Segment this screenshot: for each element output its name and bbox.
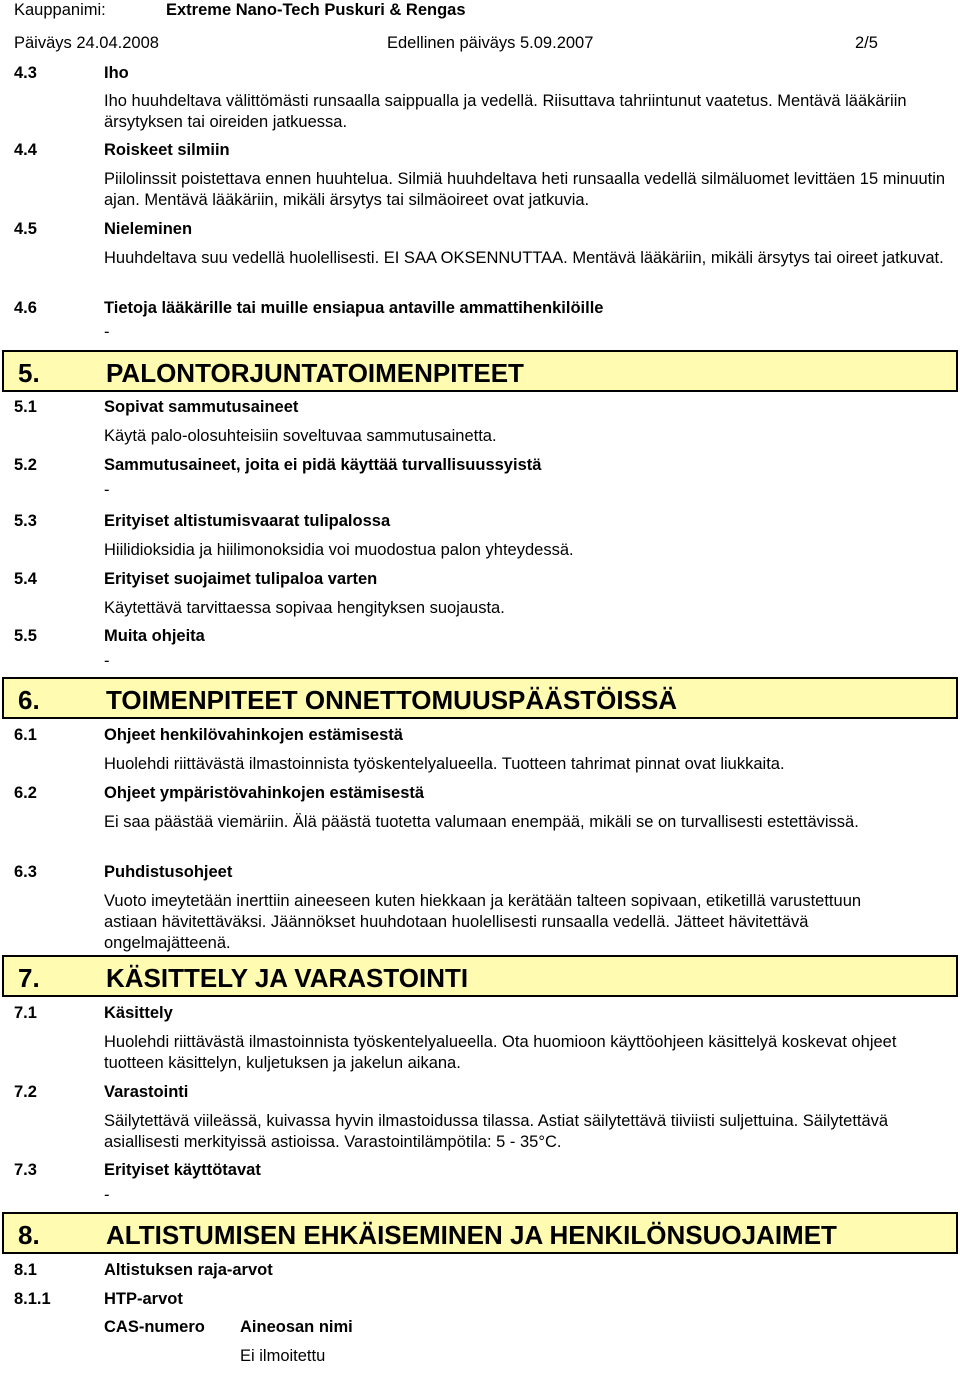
subsection-text: - xyxy=(104,481,110,499)
subsection-title: Sammutusaineet, joita ei pidä käyttää turvallisuussyistä xyxy=(104,456,542,474)
section-5-header xyxy=(2,350,958,392)
section-number: 8. xyxy=(18,1220,40,1250)
subsection-number: 7.2 xyxy=(14,1083,37,1101)
section-title: ALTISTUMISEN EHKÄISEMINEN JA HENKILÖNSUOJAIMET xyxy=(106,1220,837,1250)
section-8-header xyxy=(2,1212,958,1254)
subsection-text: Vuoto imeytetään inerttiin aineeseen kuten hiekkaan ja kerätään talteen sopivaan, etiketillä varustettuun astiaan hävitettäväksi. Jäännökset huuhdotaan huolellisesti runsaalla vedellä. Jätteet hävitettävä ongelmajätteenä. xyxy=(104,892,862,952)
subsection-title: Erityiset käyttötavat xyxy=(104,1161,261,1179)
subsection-text: Käytä palo-olosuhteisiin soveltuvaa sammutusainetta. xyxy=(104,427,497,445)
table-row xyxy=(104,1347,353,1376)
subsection-title: Altistuksen raja-arvot xyxy=(104,1261,273,1279)
column-header-name: Aineosan nimi xyxy=(240,1318,353,1336)
subsection-number: 5.1 xyxy=(14,398,37,416)
exposure-limits-table xyxy=(104,1318,353,1376)
product-label: Kauppanimi: xyxy=(14,1,106,19)
subsection-number: 8.1 xyxy=(14,1261,37,1279)
subsection-text: Huolehdi riittävästä ilmastoinnista työskentelyalueella. Ota huomioon käyttöohjeen käsittelyä koskevat ohjeet tuotteen käsittelyn, kuljetuksen ja jakelun aikana. xyxy=(104,1033,897,1072)
subsection-title: Varastointi xyxy=(104,1083,189,1101)
subsection-number: 8.1.1 xyxy=(14,1290,51,1308)
subsection-title: Iho xyxy=(104,64,129,82)
subsection-text: - xyxy=(104,652,110,670)
previous-date: Edellinen päiväys 5.09.2007 xyxy=(387,34,594,52)
section-number: 5. xyxy=(18,358,40,388)
table-cell: Ei ilmoitettu xyxy=(240,1347,326,1365)
product-name: Extreme Nano-Tech Puskuri & Rengas xyxy=(166,1,466,19)
subsection-text: Huolehdi riittävästä ilmastoinnista työskentelyalueella. Tuotteen tahrimat pinnat ovat liukkaita. xyxy=(104,755,785,773)
subsection-title: Muita ohjeita xyxy=(104,627,205,645)
table-cell xyxy=(104,1347,240,1376)
subsection-title: Tietoja lääkärille tai muille ensiapua antaville ammattihenkilöille xyxy=(104,299,604,317)
subsection-number: 7.1 xyxy=(14,1004,37,1022)
section-title: KÄSITTELY JA VARASTOINTI xyxy=(106,963,469,993)
subsection-text: Ei saa päästää viemäriin. Älä päästä tuotetta valumaan enempää, mikäli se on turvallisesti estettävissä. xyxy=(104,813,859,831)
subsection-title: Käsittely xyxy=(104,1004,173,1022)
subsection-title: Puhdistusohjeet xyxy=(104,863,233,881)
column-header-cas: CAS-numero xyxy=(104,1318,205,1336)
subsection-number: 4.3 xyxy=(14,64,37,82)
subsection-number: 6.1 xyxy=(14,726,37,744)
section-number: 6. xyxy=(18,685,40,715)
subsection-number: 5.3 xyxy=(14,512,37,530)
subsection-text: - xyxy=(104,1186,110,1204)
subsection-text: - xyxy=(104,323,110,341)
subsection-text: Iho huuhdeltava välittömästi runsaalla saippualla ja vedellä. Riisuttava tahriintunut vaatetus. Mentävä lääkäriin ärsytyksen tai oireiden jatkuessa. xyxy=(104,92,907,131)
subsection-text: Säilytettävä viileässä, kuivassa hyvin ilmastoidussa tilassa. Astiat säilytettävä tiiviisti suljettuina. Säilytettävä asiallisesti merkityissä astioissa. Varastointilämpötila: 5 - 35°C. xyxy=(104,1112,889,1151)
subsection-number: 5.2 xyxy=(14,456,37,474)
section-title: TOIMENPITEET ONNETTOMUUSPÄÄSTÖISSÄ xyxy=(106,685,678,715)
subsection-title: Ohjeet henkilövahinkojen estämisestä xyxy=(104,726,403,744)
section-6-header xyxy=(2,677,958,719)
subsection-title: Sopivat sammutusaineet xyxy=(104,398,299,416)
subsection-text: Käytettävä tarvittaessa sopivaa hengityksen suojausta. xyxy=(104,599,505,617)
subsection-text: Hiilidioksidia ja hiilimonoksidia voi muodostua palon yhteydessä. xyxy=(104,541,574,559)
subsection-text: Piilolinssit poistettava ennen huuhtelua. Silmiä huuhdeltava heti runsaalla vedellä silmäluomet levittäen 15 minuutin ajan. Mentävä lääkäriin, mikäli ärsytys tai silmäoireet ovat jatkuvia. xyxy=(104,170,946,209)
subsection-number: 7.3 xyxy=(14,1161,37,1179)
subsection-text: Huuhdeltava suu vedellä huolellisesti. EI SAA OKSENNUTTAA. Mentävä lääkäriin, mikäli ärsytys tai oireet jatkuvat. xyxy=(104,249,944,267)
subsection-number: 6.3 xyxy=(14,863,37,881)
subsection-title: Roiskeet silmiin xyxy=(104,141,230,159)
section-title: PALONTORJUNTATOIMENPITEET xyxy=(106,358,524,388)
section-7-header xyxy=(2,955,958,997)
subsection-title: Erityiset suojaimet tulipaloa varten xyxy=(104,570,378,588)
subsection-number: 4.6 xyxy=(14,299,37,317)
document-date: Päiväys 24.04.2008 xyxy=(14,34,159,52)
subsection-number: 4.5 xyxy=(14,220,37,238)
page-number: 2/5 xyxy=(855,34,878,52)
subsection-number: 6.2 xyxy=(14,784,37,802)
subsection-number: 5.4 xyxy=(14,570,37,588)
subsection-number: 5.5 xyxy=(14,627,37,645)
subsection-title: Ohjeet ympäristövahinkojen estämisestä xyxy=(104,784,425,802)
subsection-title: Nieleminen xyxy=(104,220,193,238)
subsection-title: Erityiset altistumisvaarat tulipalossa xyxy=(104,512,391,530)
section-number: 7. xyxy=(18,963,40,993)
table-header-row xyxy=(104,1318,353,1347)
subsection-number: 4.4 xyxy=(14,141,37,159)
subsection-title: HTP-arvot xyxy=(104,1290,183,1308)
